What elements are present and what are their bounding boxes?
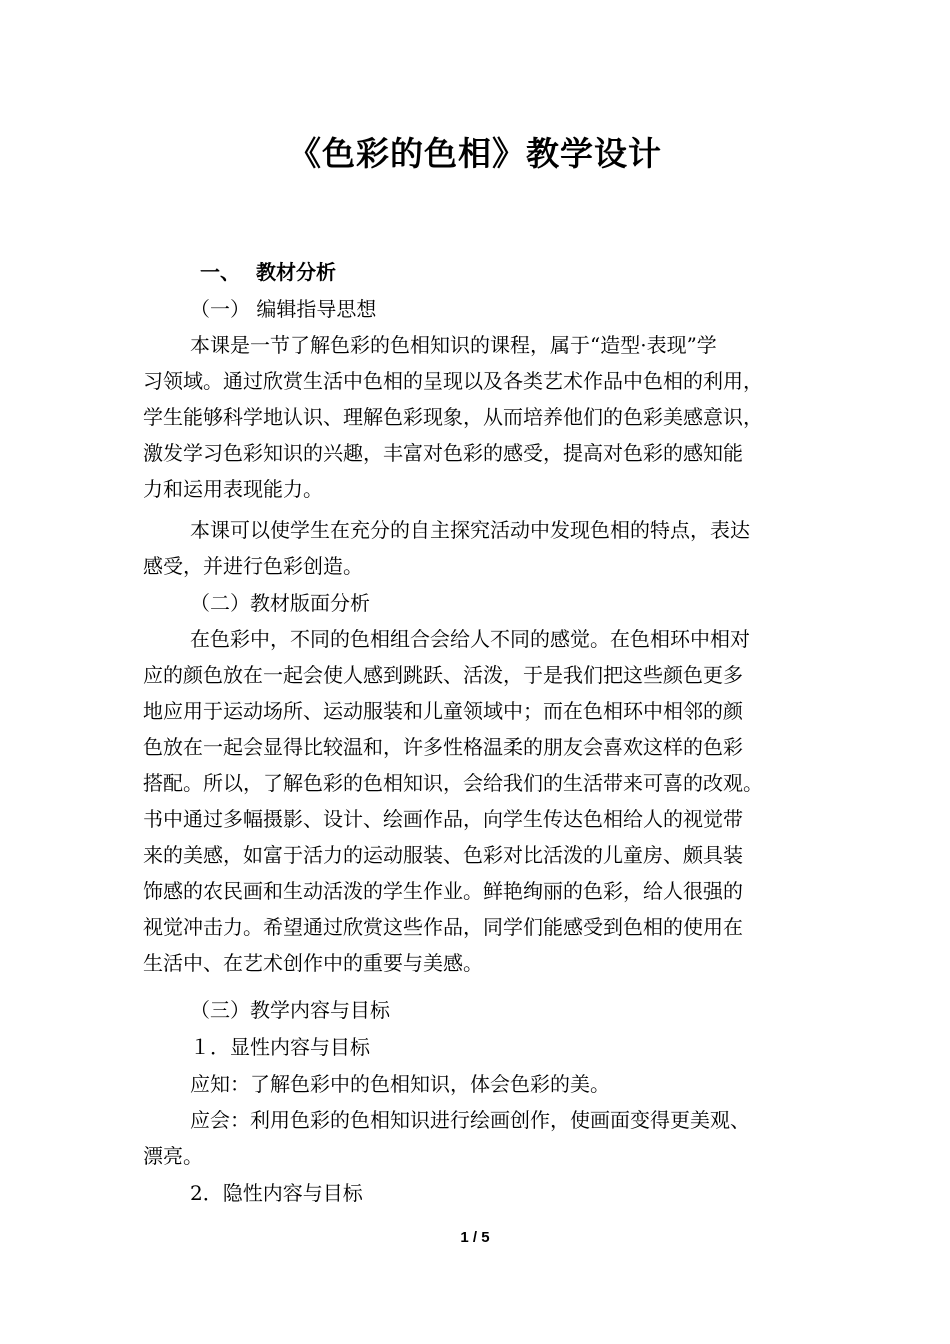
list-item-heading: 2．隐性内容与目标 xyxy=(190,1181,363,1205)
paragraph-line: 应会：利用色彩的色相知识进行绘画创作，使画面变得更美观、 xyxy=(190,1108,750,1132)
paragraph-line: 感受，并进行色彩创造。 xyxy=(143,554,363,578)
paragraph-line: 搭配。所以，了解色彩的色相知识，会给我们的生活带来可喜的改观。 xyxy=(143,771,763,795)
paragraph-line: 在色彩中，不同的色相组合会给人不同的感觉。在色相环中相对 xyxy=(190,627,750,651)
list-item-heading: １．显性内容与目标 xyxy=(190,1035,370,1059)
section-heading-number: 一、 xyxy=(200,260,240,284)
paragraph-line: 激发学习色彩知识的兴趣，丰富对色彩的感受，提高对色彩的感知能 xyxy=(143,441,743,465)
paragraph-line: 来的美感，如富于活力的运动服装、色彩对比活泼的儿童房、颇具装 xyxy=(143,843,743,867)
subsection-heading: （一） 编辑指导思想 xyxy=(190,297,377,321)
paragraph-line: 漂亮。 xyxy=(143,1144,203,1168)
paragraph-line: 本课可以使学生在充分的自主探究活动中发现色相的特点，表达 xyxy=(190,518,750,542)
document-title: 《色彩的色相》教学设计 xyxy=(288,134,662,173)
section-heading: 教材分析 xyxy=(256,260,336,284)
page-number: 1 / 5 xyxy=(460,1229,490,1246)
paragraph-line: 习领域。通过欣赏生活中色相的呈现以及各类艺术作品中色相的利用， xyxy=(143,369,763,393)
paragraph-line: 本课是一节了解色彩的色相知识的课程，属于“造型·表现”学 xyxy=(190,333,717,357)
paragraph-line: 力和运用表现能力。 xyxy=(143,477,323,501)
paragraph-line: 饰感的农民画和生动活泼的学生作业。鲜艳绚丽的色彩，给人很强的 xyxy=(143,879,743,903)
paragraph-line: 生活中、在艺术创作中的重要与美感。 xyxy=(143,951,483,975)
paragraph-line: 应知：了解色彩中的色相知识，体会色彩的美。 xyxy=(190,1072,610,1096)
paragraph-line: 色放在一起会显得比较温和，许多性格温柔的朋友会喜欢这样的色彩 xyxy=(143,735,743,759)
paragraph-line: 书中通过多幅摄影、设计、绘画作品，向学生传达色相给人的视觉带 xyxy=(143,807,743,831)
paragraph-line: 视觉冲击力。希望通过欣赏这些作品，同学们能感受到色相的使用在 xyxy=(143,915,743,939)
subsection-heading: （三）教学内容与目标 xyxy=(190,998,390,1022)
subsection-heading: （二）教材版面分析 xyxy=(190,591,370,615)
paragraph-line: 学生能够科学地认识、理解色彩现象，从而培养他们的色彩美感意识， xyxy=(143,405,763,429)
paragraph-line: 应的颜色放在一起会使人感到跳跃、活泼，于是我们把这些颜色更多 xyxy=(143,663,743,687)
paragraph-line: 地应用于运动场所、运动服装和儿童领域中；而在色相环中相邻的颜 xyxy=(143,699,743,723)
